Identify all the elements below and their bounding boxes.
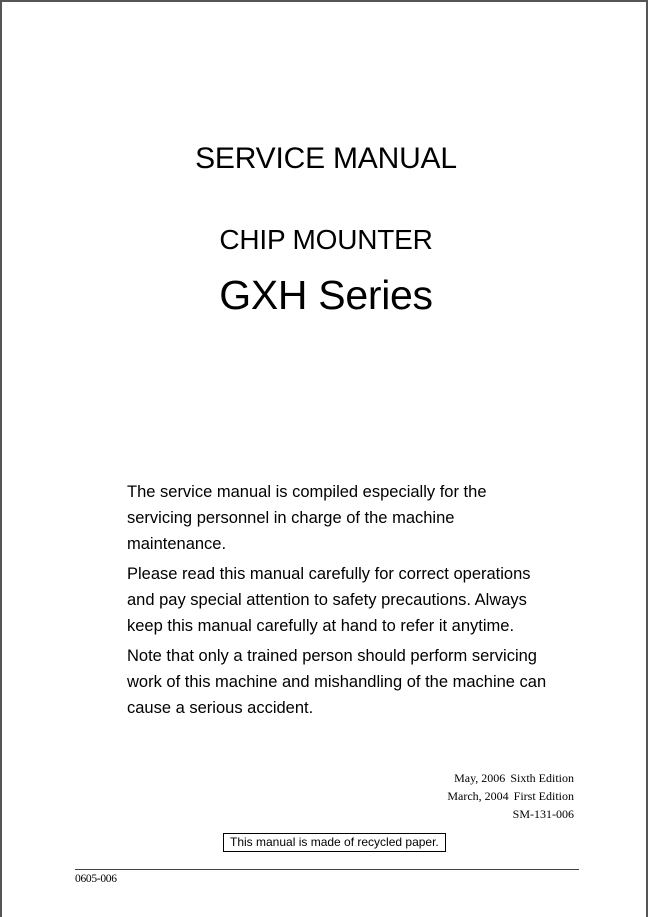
edition-date: May, 2006 bbox=[454, 771, 506, 785]
intro-text bbox=[127, 479, 547, 725]
title-gxh-series: GXH Series bbox=[219, 272, 433, 318]
edition-label: Sixth Edition bbox=[510, 771, 574, 785]
intro-paragraph-compiled: The service manual is compiled especially for the servicing personnel in charge of the machine maintenance. bbox=[127, 483, 487, 553]
edition-line-first bbox=[447, 787, 574, 805]
edition-label: First Edition bbox=[513, 789, 574, 803]
edition-line-sixth bbox=[447, 769, 574, 787]
title-service-manual: SERVICE MANUAL bbox=[195, 142, 457, 175]
manual-number: SM-131-006 bbox=[512, 807, 574, 821]
footer-document-code: 0605-006 bbox=[75, 873, 117, 885]
recycled-paper-notice: This manual is made of recycled paper. bbox=[223, 833, 446, 852]
footer-divider bbox=[75, 869, 579, 870]
title-chip-mounter: CHIP MOUNTER bbox=[219, 224, 433, 255]
intro-paragraph-read-carefully: Please read this manual carefully for correct operations and pay special attention to safety precautions. Always keep this manual carefully at hand to refer it anytime. bbox=[127, 565, 531, 635]
edition-date: March, 2004 bbox=[447, 789, 509, 803]
edition-info bbox=[447, 769, 574, 823]
intro-paragraph-trained-person: Note that only a trained person should perform servicing work of this machine and mishandling of the machine can cause a serious accident. bbox=[127, 647, 547, 717]
